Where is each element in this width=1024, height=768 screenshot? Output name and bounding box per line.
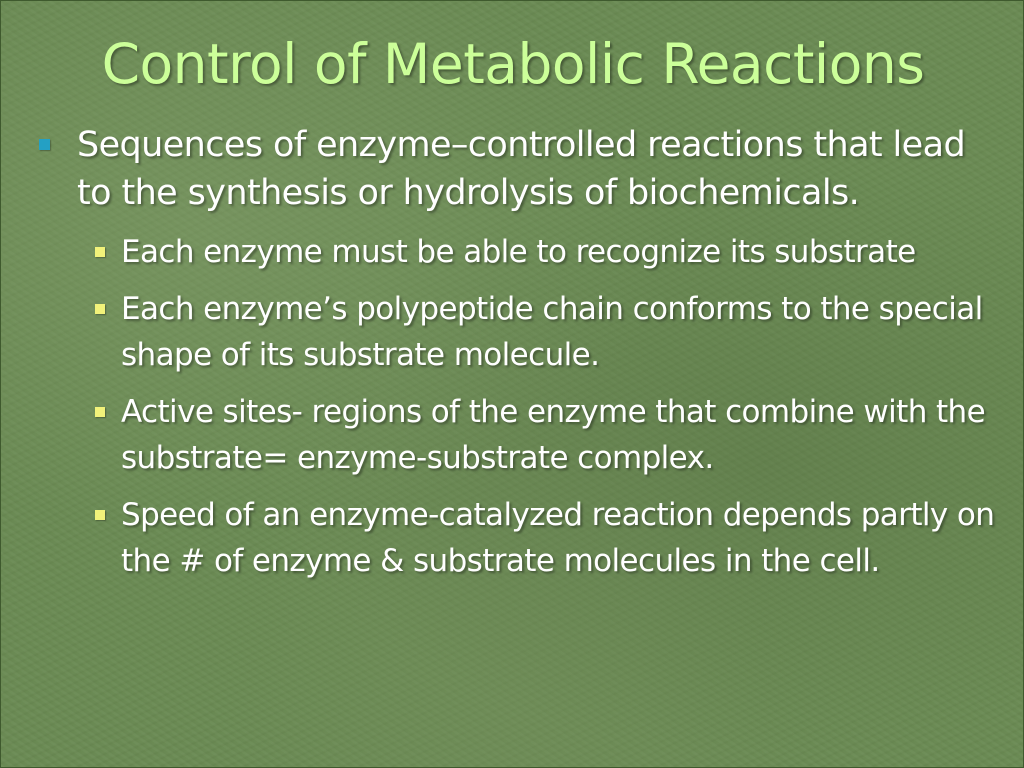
sub-bullet-item — [85, 229, 997, 275]
square-bullet-icon — [95, 407, 105, 417]
square-bullet-icon — [39, 139, 50, 150]
slide-content — [37, 121, 997, 595]
sub-bullet-item — [85, 286, 997, 378]
square-bullet-icon — [95, 510, 105, 520]
sub-bullet-text: Speed of an enzyme-catalyzed reaction depends partly on the # of enzyme & substrate molecules in the cell. — [121, 497, 995, 579]
square-bullet-icon — [95, 304, 105, 314]
sub-bullet-text: Each enzyme must be able to recognize its substrate — [121, 234, 916, 270]
main-bullet-item — [37, 121, 997, 217]
sub-bullet-text: Each enzyme’s polypeptide chain conforms to the special shape of its substrate molecule. — [121, 291, 983, 373]
main-bullet-text: Sequences of enzyme–controlled reactions that lead to the synthesis or hydrolysis of biochemicals. — [77, 125, 966, 213]
slide-title: Control of Metabolic Reactions — [101, 32, 925, 96]
sub-bullet-text: Active sites- regions of the enzyme that combine with the substrate= enzyme-substrate complex. — [121, 394, 986, 476]
sub-bullet-item — [85, 492, 997, 584]
sub-bullet-item — [85, 389, 997, 481]
square-bullet-icon — [95, 247, 105, 257]
sub-bullet-list — [85, 229, 997, 584]
